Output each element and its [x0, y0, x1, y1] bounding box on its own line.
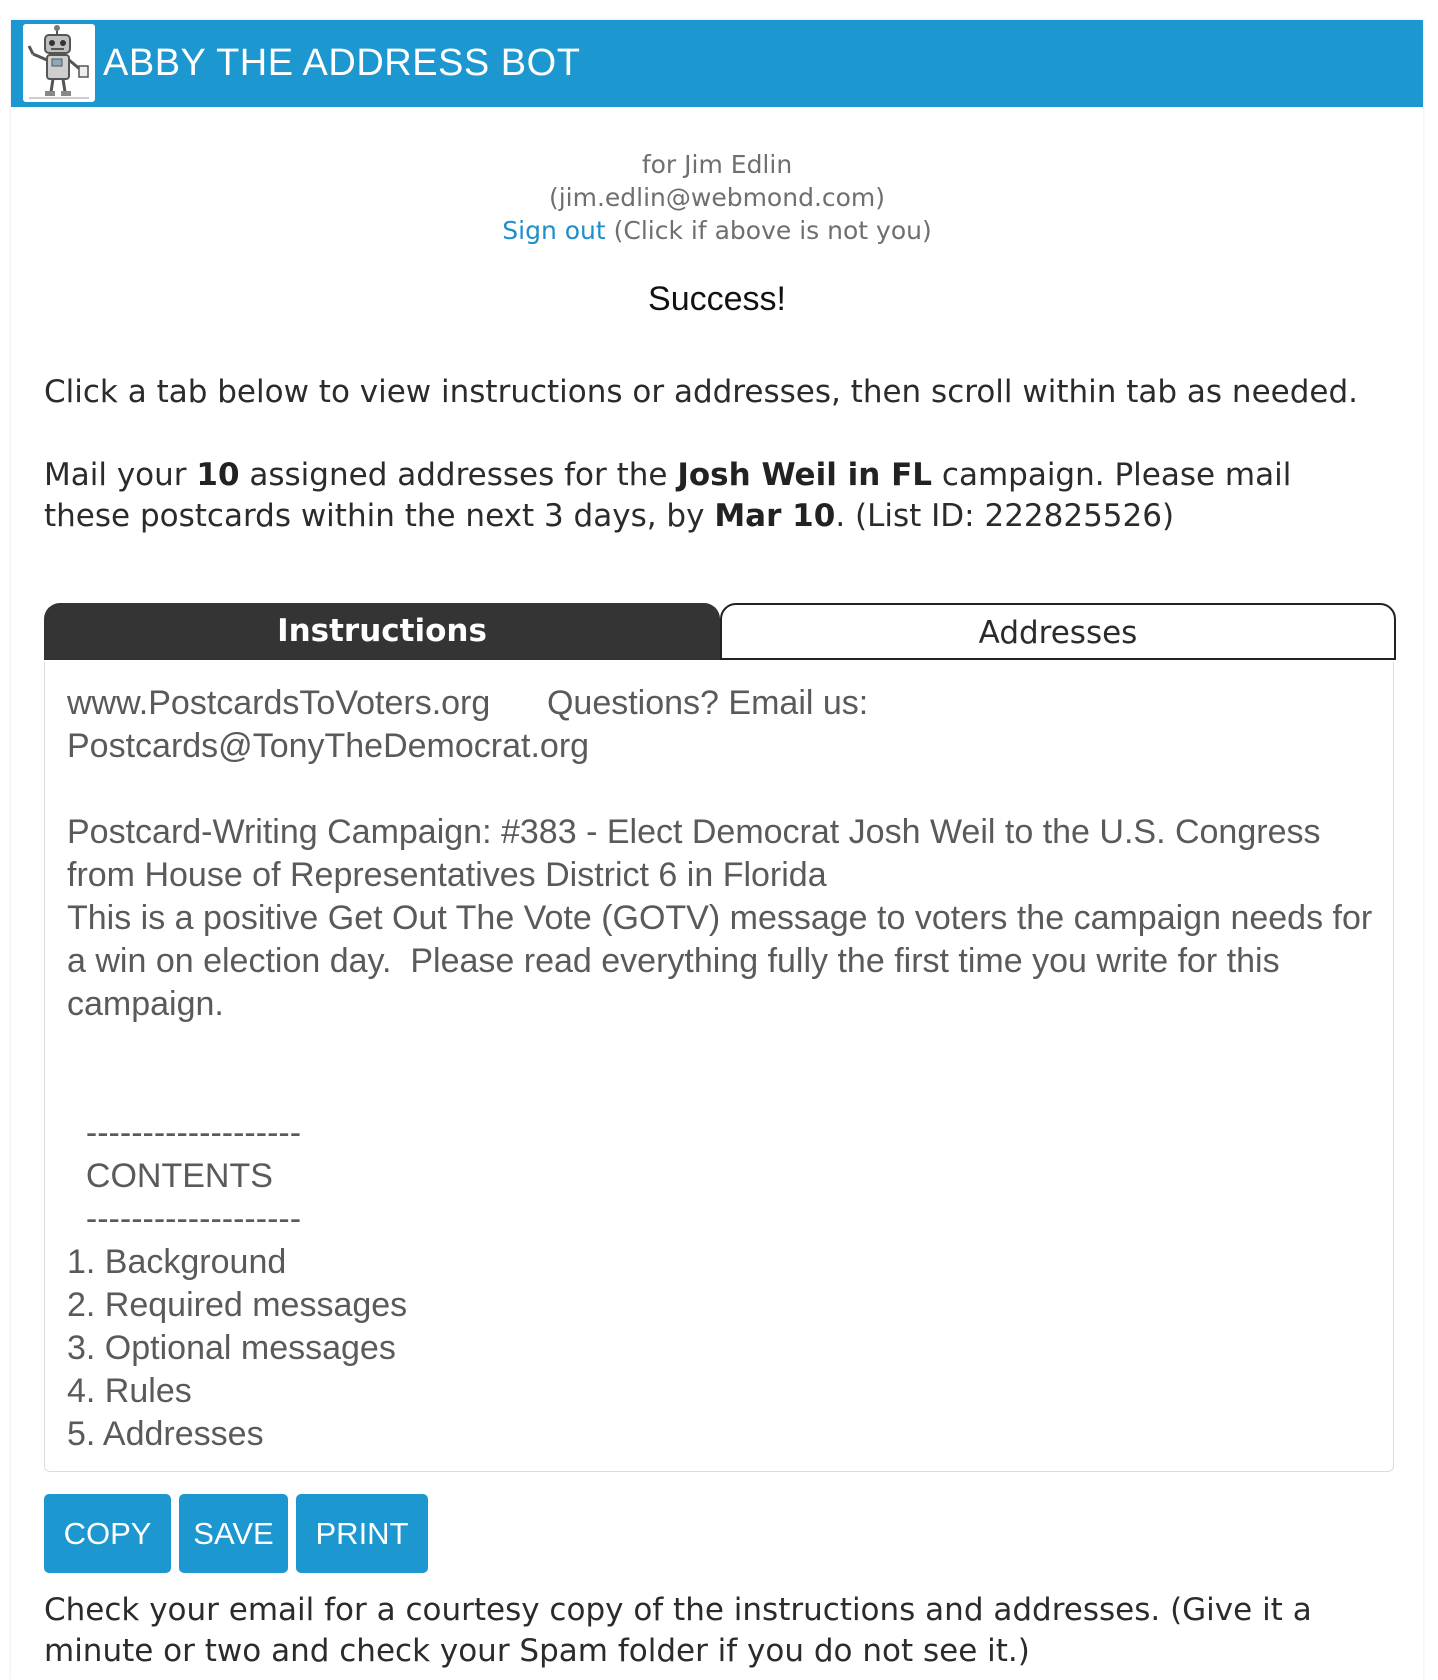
assignment-text: campaign. Please mail these postcards within the next 3 days, by	[44, 457, 1292, 534]
sign-out-link[interactable]: Sign out	[502, 216, 606, 245]
sign-out-row	[11, 214, 1423, 247]
list-id-text: . (List ID: 222825526)	[835, 498, 1175, 534]
assignment-text: Mail your	[44, 457, 197, 493]
tab-instructions[interactable]: Instructions	[44, 603, 720, 660]
user-name: for Jim Edlin	[641, 150, 793, 179]
assignment-note	[44, 455, 1364, 537]
address-count: 10	[196, 457, 240, 493]
tab-bar	[44, 603, 1394, 662]
campaign-name: Josh Weil in FL	[677, 457, 933, 493]
print-button[interactable]: PRINT	[296, 1494, 428, 1573]
tab-addresses[interactable]: Addresses	[720, 603, 1396, 660]
email-courtesy-note: Check your email for a courtesy copy of the instructions and addresses. (Give it a minute or two and check your Spam folder if you do not see it.)	[44, 1592, 1312, 1669]
app-title: ABBY THE ADDRESS BOT	[103, 42, 581, 84]
copy-button[interactable]: COPY	[44, 1494, 171, 1573]
robot-icon	[23, 24, 95, 102]
sign-out-hint: (Click if above is not you)	[605, 216, 932, 245]
save-button[interactable]: SAVE	[179, 1494, 288, 1573]
instructions-text: www.PostcardsToVoters.org Questions? Email us: Postcards@TonyTheDemocrat.org Postcard-Writing Campaign: #383 - Elect Democrat Josh Weil to the U.S. Congress from House of Representatives District 6 in Florida This is a positive Get Out The Vote (GOTV) message to voters the campaign needs for a win on election day. Please read everything fully the first time you write for this campaign. ------------------- CONTENTS ------------------- 1. Background 2. Required messages 3. Optional messages 4. Rules 5. Addresses	[67, 684, 1373, 1453]
instructions-panel[interactable]	[44, 662, 1394, 1472]
user-email: (jim.edlin@webmond.com)	[548, 183, 886, 212]
app-header	[11, 20, 1423, 107]
assignment-text: assigned addresses for the	[239, 457, 678, 493]
intro-text: Click a tab below to view instructions or addresses, then scroll within tab as needed.	[44, 374, 1359, 410]
page-container	[11, 20, 1423, 1680]
user-info	[11, 148, 1423, 247]
success-message: Success!	[648, 280, 786, 318]
due-date: Mar 10	[714, 498, 836, 534]
